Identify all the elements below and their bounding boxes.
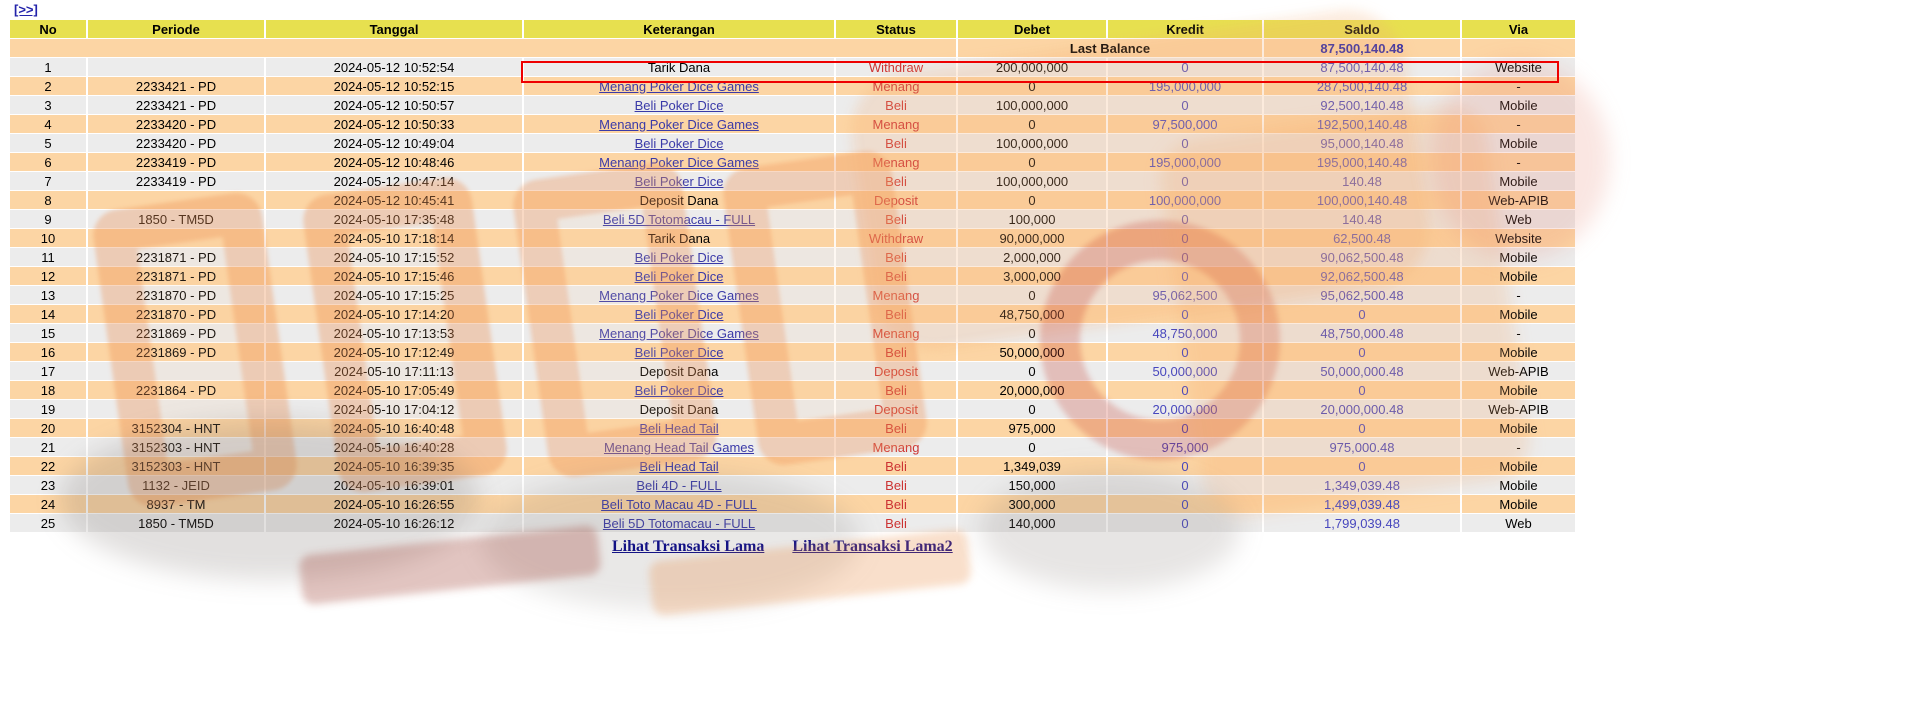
cell-via: -	[1516, 78, 1521, 94]
cell-status: Beli	[885, 135, 907, 151]
column-header-kredit: Kredit	[1108, 20, 1262, 38]
cell-saldo: 195,000,140.48	[1316, 154, 1408, 170]
cell-periode: 2233419 - PD	[135, 173, 217, 189]
column-header-tanggal: Tanggal	[266, 20, 522, 38]
expand-columns-link[interactable]: [>>]	[14, 2, 38, 17]
keterangan-link[interactable]: Beli Poker Dice	[634, 97, 724, 113]
cell-debet: 0	[1028, 439, 1036, 455]
table-row	[10, 286, 1575, 304]
cell-periode: 2233421 - PD	[135, 97, 217, 113]
table-row	[10, 324, 1575, 342]
cell-periode: 1850 - TM5D	[138, 211, 214, 227]
cell-status: Menang	[872, 439, 920, 455]
cell-via: -	[1516, 325, 1521, 341]
keterangan-link[interactable]: Beli Poker Dice	[634, 268, 724, 284]
cell-periode: 2231871 - PD	[135, 249, 217, 265]
cell-kredit: 0	[1181, 344, 1189, 360]
cell-no: 7	[44, 173, 52, 189]
cell-debet: 140,000	[1008, 515, 1056, 531]
cell-tanggal: 2024-05-10 17:04:12	[333, 401, 455, 417]
cell-status: Beli	[885, 173, 907, 189]
cell-tanggal: 2024-05-10 16:26:12	[333, 515, 455, 531]
last-balance-row	[10, 39, 1575, 57]
cell-tanggal: 2024-05-10 17:11:13	[334, 363, 454, 379]
cell-debet: 100,000,000	[995, 97, 1069, 113]
cell-via: -	[1516, 116, 1521, 132]
cell-status: Beli	[885, 420, 907, 436]
cell-no: 25	[40, 515, 56, 531]
cell-via: Mobile	[1499, 173, 1538, 189]
cell-saldo: 0	[1358, 306, 1366, 322]
cell-periode: 2233420 - PD	[135, 116, 217, 132]
cell-periode: 2231871 - PD	[135, 268, 217, 284]
cell-tanggal: 2024-05-10 16:26:55	[333, 496, 455, 512]
cell-via: Mobile	[1499, 496, 1538, 512]
cell-kredit: 0	[1181, 382, 1189, 398]
cell-via: Web	[1505, 515, 1532, 531]
table-row	[10, 134, 1575, 152]
cell-kredit: 0	[1181, 59, 1189, 75]
watermark-shape	[298, 524, 602, 605]
last-balance-spacer	[10, 39, 956, 57]
keterangan-link[interactable]: Beli Poker Dice	[634, 135, 724, 151]
table-row	[10, 210, 1575, 228]
cell-via: Mobile	[1499, 458, 1538, 474]
cell-tanggal: 2024-05-10 17:18:14	[333, 230, 455, 246]
column-header-periode: Periode	[88, 20, 264, 38]
cell-debet: 100,000	[1008, 211, 1056, 227]
cell-periode: 2231869 - PD	[135, 344, 217, 360]
transactions-table	[8, 19, 1577, 533]
cell-tanggal: 2024-05-12 10:45:41	[333, 192, 455, 208]
cell-via: Mobile	[1499, 477, 1538, 493]
keterangan-link[interactable]: Menang Poker Dice Games	[599, 154, 759, 170]
keterangan-link[interactable]: Beli 5D Totomacau - FULL	[602, 515, 756, 531]
table-row	[10, 381, 1575, 399]
cell-status: Menang	[872, 287, 920, 303]
footer-links	[612, 538, 1919, 556]
cell-kredit: 0	[1181, 97, 1189, 113]
cell-no: 12	[40, 268, 56, 284]
cell-kredit: 100,000,000	[1148, 192, 1222, 208]
column-header-status: Status	[836, 20, 956, 38]
cell-status: Beli	[885, 382, 907, 398]
cell-no: 24	[40, 496, 56, 512]
table-row	[10, 96, 1575, 114]
cell-no: 3	[44, 97, 52, 113]
cell-kredit: 0	[1181, 515, 1189, 531]
cell-kredit: 0	[1181, 420, 1189, 436]
cell-keterangan: Tarik Dana	[647, 59, 711, 75]
table-row	[10, 457, 1575, 475]
cell-status: Beli	[885, 496, 907, 512]
keterangan-link[interactable]: Beli 4D - FULL	[636, 477, 722, 493]
keterangan-link[interactable]: Beli Poker Dice	[634, 382, 724, 398]
cell-saldo: 95,062,500.48	[1320, 287, 1404, 303]
cell-kredit: 195,000,000	[1148, 154, 1222, 170]
keterangan-link[interactable]: Menang Poker Dice Games	[599, 116, 759, 132]
table-row	[10, 305, 1575, 323]
cell-keterangan: Deposit Dana	[639, 401, 719, 417]
keterangan-link[interactable]: Beli Poker Dice	[634, 344, 724, 360]
cell-saldo: 48,750,000.48	[1320, 325, 1404, 341]
cell-tanggal: 2024-05-10 17:15:52	[333, 249, 455, 265]
keterangan-link[interactable]: Menang Head Tail Games	[603, 439, 755, 455]
cell-debet: 20,000,000	[999, 382, 1065, 398]
cell-saldo: 975,000.48	[1329, 439, 1395, 455]
cell-kredit: 48,750,000	[1152, 325, 1218, 341]
cell-kredit: 0	[1181, 496, 1189, 512]
table-row	[10, 400, 1575, 418]
cell-status: Deposit	[873, 401, 919, 417]
cell-debet: 0	[1028, 363, 1036, 379]
cell-keterangan: Deposit Dana	[639, 363, 719, 379]
cell-debet: 0	[1028, 192, 1036, 208]
cell-saldo: 0	[1358, 420, 1366, 436]
cell-kredit: 0	[1181, 211, 1189, 227]
cell-debet: 2,000,000	[1003, 249, 1061, 265]
cell-no: 9	[44, 211, 52, 227]
keterangan-link[interactable]: Beli Toto Macau 4D - FULL	[601, 496, 757, 512]
cell-kredit: 0	[1181, 268, 1189, 284]
cell-no: 19	[40, 401, 56, 417]
table-row	[10, 438, 1575, 456]
cell-kredit: 975,000	[1161, 439, 1209, 455]
cell-kredit: 95,062,500	[1152, 287, 1218, 303]
cell-status: Beli	[885, 211, 907, 227]
cell-no: 21	[40, 439, 56, 455]
cell-status: Menang	[872, 116, 920, 132]
cell-saldo: 1,499,039.48	[1324, 496, 1400, 512]
cell-kredit: 0	[1181, 477, 1189, 493]
lihat-transaksi-lama-link[interactable]: Lihat Transaksi Lama	[612, 538, 765, 555]
cell-tanggal: 2024-05-10 17:15:46	[333, 268, 455, 284]
cell-saldo: 0	[1358, 344, 1366, 360]
keterangan-link[interactable]: Beli Head Tail	[639, 420, 719, 436]
cell-tanggal: 2024-05-12 10:50:33	[333, 116, 455, 132]
cell-tanggal: 2024-05-12 10:52:54	[333, 59, 455, 75]
table-row	[10, 115, 1575, 133]
table-row	[10, 153, 1575, 171]
cell-periode: 3152303 - HNT	[131, 439, 221, 455]
cell-status: Withdraw	[868, 59, 924, 75]
cell-kredit: 20,000,000	[1152, 401, 1218, 417]
cell-no: 6	[44, 154, 52, 170]
cell-no: 20	[40, 420, 56, 436]
cell-debet: 1,349,039	[1003, 458, 1061, 474]
cell-periode: 2231870 - PD	[135, 287, 217, 303]
cell-saldo: 140.48	[1342, 173, 1382, 189]
cell-no: 5	[44, 135, 52, 151]
cell-via: Web	[1505, 211, 1532, 227]
cell-periode: 2233420 - PD	[135, 135, 217, 151]
column-header-saldo: Saldo	[1264, 20, 1460, 38]
cell-periode: 1132 - JEID	[142, 477, 210, 493]
cell-kredit: 97,500,000	[1152, 116, 1218, 132]
keterangan-link[interactable]: Beli Poker Dice	[634, 249, 724, 265]
cell-debet: 200,000,000	[995, 59, 1069, 75]
cell-debet: 0	[1028, 325, 1036, 341]
cell-periode: 8937 - TM	[146, 496, 206, 512]
cell-debet: 3,000,000	[1003, 268, 1061, 284]
cell-tanggal: 2024-05-10 17:35:48	[333, 211, 455, 227]
keterangan-link[interactable]: Beli Head Tail	[639, 458, 719, 474]
cell-status: Beli	[885, 458, 907, 474]
cell-saldo: 192,500,140.48	[1316, 116, 1408, 132]
cell-via: Web-APIB	[1488, 363, 1549, 379]
cell-debet: 0	[1028, 401, 1036, 417]
cell-keterangan: Deposit Dana	[639, 192, 719, 208]
table-row	[10, 343, 1575, 361]
cell-tanggal: 2024-05-10 16:39:35	[333, 458, 455, 474]
cell-debet: 150,000	[1008, 477, 1056, 493]
cell-tanggal: 2024-05-10 17:15:25	[333, 287, 455, 303]
cell-kredit: 0	[1181, 135, 1189, 151]
cell-kredit: 0	[1181, 249, 1189, 265]
cell-periode: 3152303 - HNT	[131, 458, 221, 474]
cell-no: 16	[40, 344, 56, 360]
cell-saldo: 20,000,000.48	[1320, 401, 1404, 417]
cell-via: Mobile	[1499, 344, 1538, 360]
cell-saldo: 92,500,140.48	[1320, 97, 1404, 113]
cell-saldo: 1,349,039.48	[1324, 477, 1400, 493]
cell-status: Beli	[885, 477, 907, 493]
lihat-transaksi-lama2-link[interactable]: Lihat Transaksi Lama2	[792, 538, 953, 555]
table-row	[10, 476, 1575, 494]
table-row	[10, 248, 1575, 266]
table-row	[10, 58, 1575, 76]
cell-tanggal: 2024-05-10 16:40:48	[333, 420, 455, 436]
cell-status: Menang	[872, 325, 920, 341]
table-row	[10, 172, 1575, 190]
column-header-no: No	[10, 20, 86, 38]
column-header-debet: Debet	[958, 20, 1106, 38]
cell-status: Beli	[885, 344, 907, 360]
cell-via: Mobile	[1499, 382, 1538, 398]
cell-saldo: 287,500,140.48	[1316, 78, 1408, 94]
cell-status: Beli	[885, 249, 907, 265]
cell-saldo: 140.48	[1342, 211, 1382, 227]
cell-status: Deposit	[873, 192, 919, 208]
cell-debet: 0	[1028, 116, 1036, 132]
cell-no: 17	[40, 363, 56, 379]
cell-no: 15	[40, 325, 56, 341]
cell-debet: 100,000,000	[995, 135, 1069, 151]
cell-via: -	[1516, 154, 1521, 170]
cell-status: Beli	[885, 306, 907, 322]
cell-saldo: 1,799,039.48	[1324, 515, 1400, 531]
cell-via: Website	[1495, 230, 1542, 246]
cell-tanggal: 2024-05-10 17:12:49	[333, 344, 455, 360]
cell-debet: 0	[1028, 78, 1036, 94]
keterangan-link[interactable]: Beli Poker Dice	[634, 173, 724, 189]
last-balance-value: 87,500,140.48	[1320, 40, 1404, 56]
cell-periode: 2231870 - PD	[135, 306, 217, 322]
cell-keterangan: Tarik Dana	[647, 230, 711, 246]
cell-kredit: 0	[1181, 173, 1189, 189]
keterangan-link[interactable]: Menang Poker Dice Games	[599, 325, 759, 341]
cell-kredit: 195,000,000	[1148, 78, 1222, 94]
cell-saldo: 92,062,500.48	[1320, 268, 1404, 284]
cell-via: Mobile	[1499, 420, 1538, 436]
cell-periode: 2233421 - PD	[135, 78, 217, 94]
cell-via: Website	[1495, 59, 1542, 75]
cell-tanggal: 2024-05-12 10:52:15	[333, 78, 455, 94]
keterangan-link[interactable]: Beli 5D Totomacau - FULL	[602, 211, 756, 227]
cell-periode: 1850 - TM5D	[138, 515, 214, 531]
table-row	[10, 514, 1575, 532]
table-row	[10, 191, 1575, 209]
cell-status: Deposit	[873, 363, 919, 379]
cell-via: -	[1516, 439, 1521, 455]
cell-kredit: 0	[1181, 458, 1189, 474]
cell-tanggal: 2024-05-10 17:14:20	[333, 306, 455, 322]
cell-no: 11	[41, 249, 55, 265]
cell-via: Mobile	[1499, 249, 1538, 265]
cell-tanggal: 2024-05-10 17:05:49	[333, 382, 455, 398]
keterangan-link[interactable]: Menang Poker Dice Games	[599, 78, 759, 94]
cell-saldo: 50,000,000.48	[1320, 363, 1404, 379]
cell-debet: 100,000,000	[995, 173, 1069, 189]
cell-no: 10	[40, 230, 56, 246]
cell-saldo: 0	[1358, 458, 1366, 474]
cell-tanggal: 2024-05-12 10:47:14	[333, 173, 455, 189]
cell-status: Beli	[885, 268, 907, 284]
table-row	[10, 267, 1575, 285]
cell-debet: 300,000	[1008, 496, 1056, 512]
cell-status: Menang	[872, 154, 920, 170]
column-header-keterangan: Keterangan	[524, 20, 834, 38]
cell-no: 4	[44, 116, 52, 132]
cell-status: Menang	[872, 78, 920, 94]
cell-saldo: 87,500,140.48	[1320, 59, 1404, 75]
cell-tanggal: 2024-05-12 10:48:46	[333, 154, 455, 170]
table-row	[10, 419, 1575, 437]
cell-tanggal: 2024-05-10 16:39:01	[333, 477, 455, 493]
cell-no: 18	[40, 382, 56, 398]
cell-kredit: 50,000,000	[1152, 363, 1218, 379]
keterangan-link[interactable]: Beli Poker Dice	[634, 306, 724, 322]
table-header-row	[10, 20, 1575, 38]
cell-via: -	[1516, 287, 1521, 303]
cell-tanggal: 2024-05-12 10:49:04	[333, 135, 455, 151]
table-row	[10, 362, 1575, 380]
cell-via: Mobile	[1499, 306, 1538, 322]
cell-saldo: 90,062,500.48	[1320, 249, 1404, 265]
cell-periode: 2233419 - PD	[135, 154, 217, 170]
table-row	[10, 229, 1575, 247]
cell-saldo: 0	[1358, 382, 1366, 398]
cell-no: 13	[40, 287, 56, 303]
cell-debet: 90,000,000	[999, 230, 1065, 246]
cell-debet: 50,000,000	[999, 344, 1065, 360]
cell-debet: 0	[1028, 154, 1036, 170]
cell-saldo: 100,000,140.48	[1316, 192, 1408, 208]
cell-tanggal: 2024-05-12 10:50:57	[333, 97, 455, 113]
cell-debet: 48,750,000	[999, 306, 1065, 322]
cell-periode: 2231869 - PD	[135, 325, 217, 341]
cell-tanggal: 2024-05-10 17:13:53	[333, 325, 455, 341]
last-balance-label: Last Balance	[1069, 40, 1151, 56]
cell-via: Mobile	[1499, 268, 1538, 284]
cell-status: Withdraw	[868, 230, 924, 246]
cell-via: Mobile	[1499, 135, 1538, 151]
table-row	[10, 495, 1575, 513]
cell-debet: 975,000	[1008, 420, 1056, 436]
cell-kredit: 0	[1181, 306, 1189, 322]
column-header-via: Via	[1462, 20, 1575, 38]
cell-via: Web-APIB	[1488, 192, 1549, 208]
cell-no: 14	[40, 306, 56, 322]
last-balance-via-spacer	[1462, 39, 1575, 57]
cell-status: Beli	[885, 515, 907, 531]
cell-periode: 3152304 - HNT	[131, 420, 221, 436]
cell-no: 22	[40, 458, 56, 474]
cell-saldo: 62,500.48	[1333, 230, 1391, 246]
table-row	[10, 77, 1575, 95]
cell-status: Beli	[885, 97, 907, 113]
cell-no: 2	[44, 78, 52, 94]
cell-no: 8	[44, 192, 52, 208]
keterangan-link[interactable]: Menang Poker Dice Games	[599, 287, 759, 303]
cell-periode: 2231864 - PD	[135, 382, 217, 398]
cell-debet: 0	[1028, 287, 1036, 303]
cell-tanggal: 2024-05-10 16:40:28	[333, 439, 455, 455]
cell-saldo: 95,000,140.48	[1320, 135, 1404, 151]
cell-via: Web-APIB	[1488, 401, 1549, 417]
cell-no: 1	[44, 59, 52, 75]
cell-no: 23	[40, 477, 56, 493]
cell-via: Mobile	[1499, 97, 1538, 113]
cell-kredit: 0	[1181, 230, 1189, 246]
